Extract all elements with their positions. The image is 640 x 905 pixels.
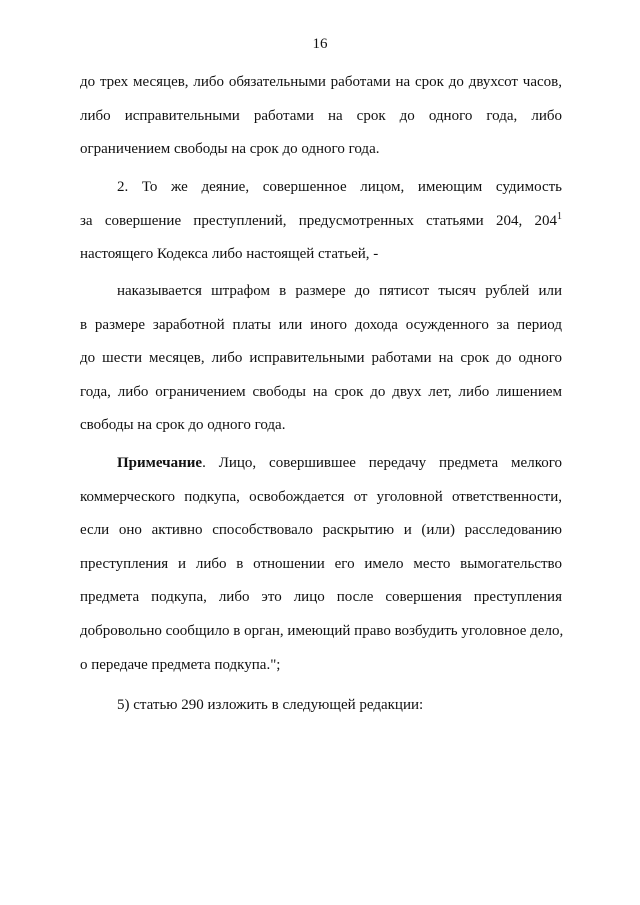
paragraph-5 <box>80 689 562 723</box>
text-line: настоящего Кодекса либо настоящей статьей, - <box>80 246 379 263</box>
text-line: свободы на срок до одного года. <box>80 417 286 434</box>
text-line <box>80 447 562 481</box>
text-line <box>80 205 562 239</box>
text-line: до трех месяцев, либо обязательными работами на срок до двухсот часов, <box>80 74 562 90</box>
paragraph-1 <box>80 66 562 167</box>
text-line: если оно активно способствовало раскрытию и (или) расследованию <box>80 522 562 539</box>
text-line-content: за совершение преступлений, предусмотренных статьями 204, 204 <box>80 212 557 229</box>
superscript-marker: 1 <box>557 210 562 222</box>
text-line: преступления и либо в отношении его имело место вымогательство <box>80 555 562 572</box>
text-line: о передаче предмета подкупа."; <box>80 656 281 673</box>
text-line: ограничением свободы на срок до одного года. <box>80 141 380 158</box>
note-heading-tail: . Лицо, совершившее передачу предмета мелкого <box>202 455 562 471</box>
text-line: либо исправительными работами на срок до одного года, либо <box>80 107 562 124</box>
paragraph-3 <box>80 275 562 443</box>
text-line: предмета подкупа, либо это лицо после совершения преступления <box>80 589 562 606</box>
paragraph-2 <box>80 171 562 272</box>
paragraph-note <box>80 447 562 682</box>
text-line: в размере заработной платы или иного дохода осужденного за период <box>80 316 562 333</box>
page-number: 16 <box>312 36 328 52</box>
text-line: года, либо ограничением свободы на срок до двух лет, либо лишением <box>80 383 562 400</box>
text-line: 2. То же деяние, совершенное лицом, имеющим судимость <box>117 179 562 195</box>
text-line: 5) статью 290 изложить в следующей редакции: <box>117 697 424 713</box>
text-line: добровольно сообщило в орган, имеющий право возбудить уголовное дело, <box>80 622 564 639</box>
text-line: коммерческого подкупа, освобождается от уголовной ответственности, <box>80 488 562 505</box>
note-heading: Примечание <box>117 455 203 471</box>
text-line: наказывается штрафом в размере до пятисот тысяч рублей или <box>117 283 562 299</box>
text-line: до шести месяцев, либо исправительными работами на срок до одного <box>80 350 562 367</box>
